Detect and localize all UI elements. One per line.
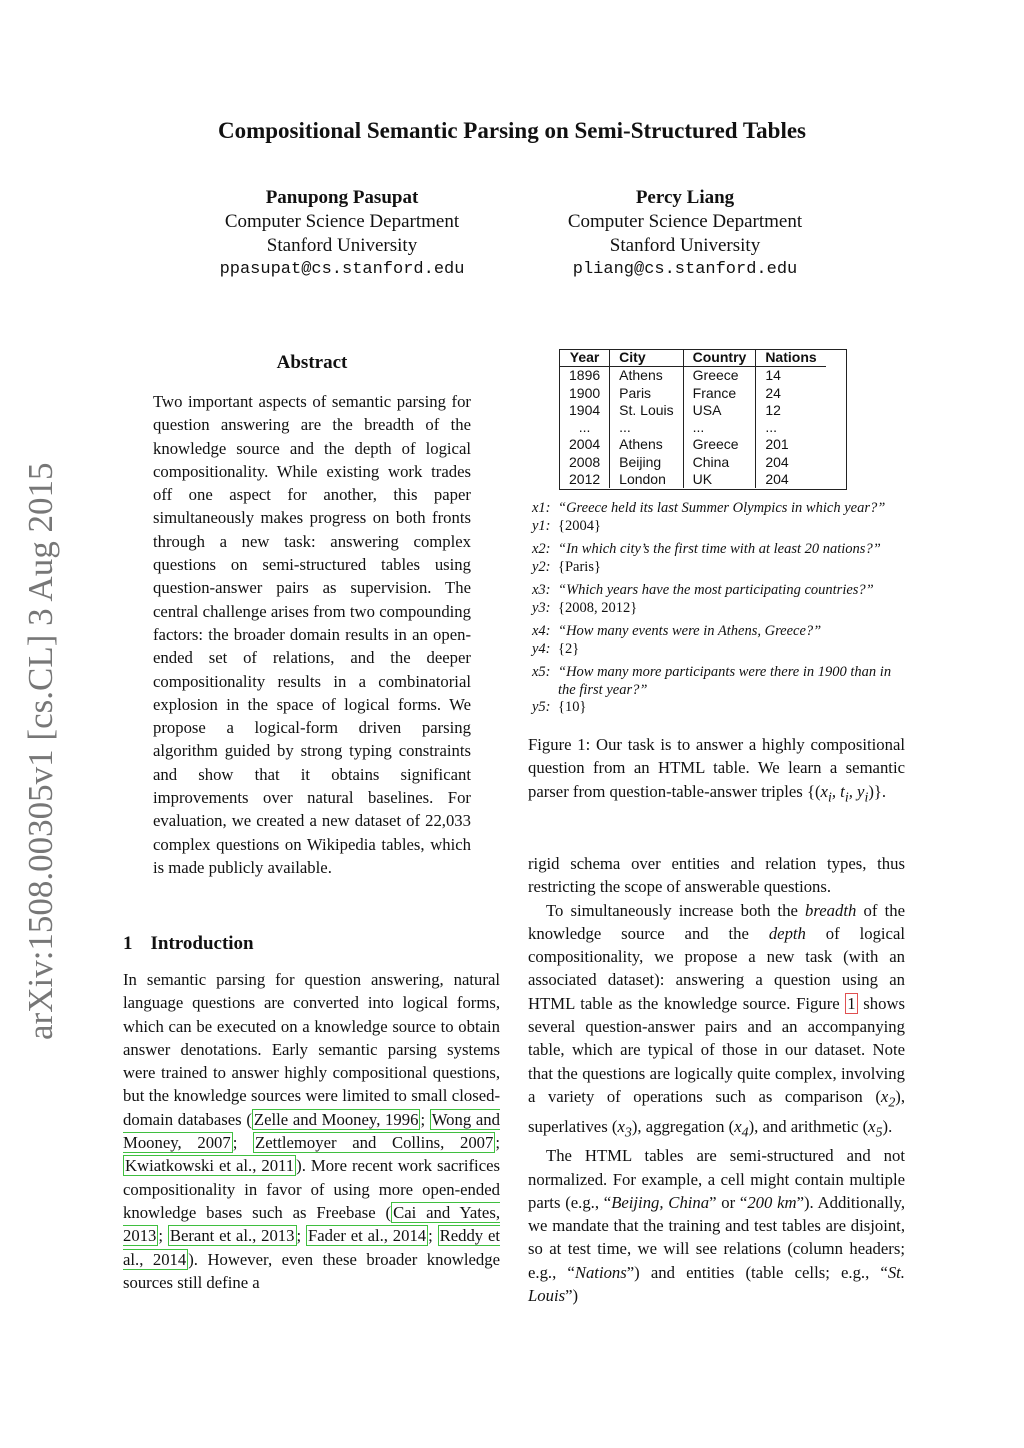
author-block-1	[192, 186, 492, 282]
table-cell: Paris	[610, 385, 683, 402]
table-cell: 1900	[560, 385, 610, 402]
text-run: of logical compositionality, we propose a new task (with an associated dataset): answering a question using an HTML table as the knowledge source. Figure	[528, 923, 905, 1013]
table-row	[560, 436, 826, 453]
author-univ: Stanford University	[266, 235, 418, 256]
author-dept: Computer Science Department	[224, 211, 460, 232]
qa-item	[532, 582, 912, 617]
emphasis: breadth	[805, 900, 857, 920]
text-run: The HTML tables are semi-structured and not normalized. For example, a cell might contain multiple parts (e.g., “	[528, 1146, 905, 1212]
table-row	[560, 385, 826, 402]
table-cell: ...	[765, 419, 777, 436]
intro-paragraph-2	[528, 899, 905, 1145]
intro-paragraph-3	[528, 1144, 905, 1307]
qa-pairs	[532, 500, 912, 723]
question-label: x3:	[532, 582, 551, 598]
question-label: x1:	[532, 500, 551, 516]
text-run: ”) and entities (table cells; e.g., “	[626, 1262, 888, 1282]
answer-label: y1:	[532, 517, 551, 534]
table-cell: Athens	[610, 367, 683, 385]
section-heading	[123, 933, 254, 955]
table-cell: UK	[683, 471, 756, 488]
table-cell: ...	[683, 419, 756, 436]
citation-link[interactable]: Wong and Mooney, 2007	[123, 1109, 500, 1153]
text-run: ). However, even these broader knowledge sources still define a	[123, 1249, 500, 1292]
table-row	[560, 454, 826, 471]
emphasis: depth	[768, 923, 806, 943]
answer-text: {Paris}	[558, 558, 601, 575]
answer-label: y4:	[532, 640, 551, 657]
question-text: “Greece held its last Summer Olympics in which year?”	[558, 500, 886, 516]
section-number: 1	[123, 933, 133, 954]
author-name: Percy Liang	[635, 187, 735, 208]
math-var: $x_4$	[734, 1116, 749, 1140]
table-cell: 2012	[560, 471, 610, 488]
emphasis: St. Louis	[528, 1262, 905, 1305]
qa-item	[532, 541, 912, 576]
citation-link[interactable]: Zettlemoyer and Collins, 2007	[255, 1133, 494, 1153]
author-dept: Computer Science Department	[567, 211, 803, 232]
qa-item	[532, 664, 912, 717]
citation-link[interactable]: Reddy et al., 2014	[123, 1226, 500, 1269]
table-cell: China	[683, 454, 756, 471]
paper-title: Compositional Semantic Parsing on Semi-Structured Tables	[217, 118, 807, 143]
table-cell: 24	[765, 384, 781, 401]
table-cell: 1896	[560, 367, 610, 385]
question-text: “In which city’s the first time with at least 20 nations?”	[558, 541, 881, 557]
table-cell: 12	[765, 401, 781, 418]
table-cell: ...	[610, 419, 683, 436]
table-row	[560, 367, 826, 385]
citation-link[interactable]: Berant et al., 2013	[169, 1226, 295, 1246]
table-row	[560, 419, 826, 436]
text-run: In semantic parsing for question answering, natural language questions are converted into logical forms, which can be executed on a knowledge source to obtain answer denotations. Early semantic parsing systems were trained to answer highly compositional questions, but the knowledge sources were limited to small closed-domain databases (	[123, 970, 500, 1129]
author-univ: Stanford University	[609, 235, 761, 256]
math-var: $x_3$	[617, 1116, 632, 1140]
answer-text: {2}	[558, 640, 580, 657]
table-cell: Beijing	[610, 454, 683, 471]
figure-caption: Figure 1: Our task is to answer a highly compositional question from an HTML table. We learn a semantic parser from question-table-answer triples {($x_i$, $t_i$, $y_i$)}.	[528, 735, 905, 805]
section-title: Introduction	[150, 933, 254, 954]
author-name: Panupong Pasupat	[265, 187, 419, 208]
emphasis: 200 km	[747, 1192, 797, 1212]
qa-item	[532, 500, 912, 535]
abstract-text: Two important aspects of semantic parsing for question answering are the breadth of the knowledge source and the depth of logical compositionality. While existing work trades off one aspect for another, this paper simultaneously makes progress on both fronts through a new task: answering complex questions on semi-structured tables using question-answer pairs as supervision. The central challenge arises from two compounding factors: the broader domain results in an open-ended set of relations, and the deeper compositionality results in a combinatorial explosion in the space of logical forms. We propose a logical-form driven parsing algorithm guided by strong typing constraints and show that it obtains significant improvements over natural baselines. For evaluation, we created a new dataset of 22,033 complex questions on Wikipedia tables, which is made publicly available.	[153, 392, 471, 877]
table-header-cell: Nations	[756, 349, 826, 367]
table-cell: 201	[765, 436, 789, 453]
citation-link[interactable]: Cai and Yates, 2013	[123, 1202, 500, 1246]
table-cell: 204	[765, 453, 789, 470]
question-label: x2:	[532, 541, 551, 557]
text-run: ), superlatives (	[528, 1086, 905, 1136]
abstract-heading: Abstract	[276, 352, 348, 373]
answer-label: y3:	[532, 599, 551, 616]
table-cell: 204	[765, 471, 789, 488]
table-cell: 1904	[560, 402, 610, 419]
table-cell: London	[610, 471, 683, 488]
text-run: shows several question-answer pairs and an accompanying table, which are typical of those in our dataset. Note that the questions are logically quite complex, involving a variety of operations such as comparison (	[528, 993, 905, 1106]
table-header-cell: Year	[560, 349, 610, 367]
table-cell: 2008	[560, 454, 610, 471]
table-cell: ...	[560, 419, 610, 436]
intro-paragraph-right	[528, 852, 905, 1307]
author-block-2	[535, 186, 835, 282]
paragraph-continuation: rigid schema over entities and relation types, thus restricting the scope of answerable questions.	[528, 854, 905, 897]
text-run: ”)	[565, 1286, 579, 1305]
table-row	[560, 402, 826, 419]
table-cell: Athens	[610, 436, 683, 453]
question-label: x5:	[532, 664, 551, 680]
figure-table	[560, 349, 826, 488]
table-cell: St. Louis	[610, 402, 683, 419]
arxiv-watermark: arXiv:1508.00305v1 [cs.CL] 3 Aug 2015	[21, 462, 60, 1040]
answer-text: {10}	[558, 699, 587, 715]
math-var: $x_5$	[868, 1116, 883, 1140]
author-email: pliang@cs.stanford.edu	[572, 260, 798, 279]
table-cell: France	[683, 385, 756, 402]
table-row	[560, 471, 826, 488]
table-header-cell: Country	[683, 349, 756, 367]
answer-text: {2004}	[558, 517, 601, 534]
table-cell: Greece	[683, 436, 756, 453]
text-run: ).	[882, 1116, 893, 1136]
qa-item	[532, 623, 912, 658]
question-text: “How many more participants were there in 1900 than in the first year?”	[558, 664, 892, 698]
question-text: “Which years have the most participating countries?”	[558, 582, 874, 598]
text-run: To simultaneously increase both the	[546, 900, 806, 920]
answer-label: y2:	[532, 558, 551, 575]
math-var: $x_2$	[880, 1086, 896, 1111]
question-label: x4:	[532, 623, 551, 639]
text-run: ). More recent work sacrifices compositionality in favor of using more open-ended knowledge bases such as Freebase (	[123, 1156, 500, 1222]
table-cell: Greece	[683, 367, 756, 385]
answer-label: y5:	[532, 699, 551, 715]
citation-link[interactable]: Zelle and Mooney, 1996	[253, 1109, 419, 1129]
citation-link[interactable]: Fader et al., 2014	[307, 1226, 427, 1246]
question-text: “How many events were in Athens, Greece?”	[558, 623, 822, 639]
text-run: ), and arithmetic (	[748, 1116, 869, 1136]
table-cell: 2004	[560, 436, 610, 453]
emphasis: Beijing, China	[611, 1192, 710, 1212]
intro-paragraph-1: In semantic parsing for question answering, natural language questions are converted into logical forms, which can be executed on a knowledge source to obtain answer denotations. Early semantic parsing systems were trained to answer highly compositional questions, but the knowledge sources were limited to small closed-domain databases ( Zelle and Mooney, 1996 ; Wong and Mooney, 2007 ; Zettlemoyer and Collins, 2007 ; Kwiatkowski et al., 2011 ). More recent work sacrifices compositionality in favor of using more open-ended knowledge bases such as Freebase ( Cai and Yates, 2013 ; Berant et al., 2013 ; Fader et al., 2014 ; Reddy et al., 2014 ). However, even these broader knowledge sources still define a	[123, 970, 500, 1292]
text-run: ), aggregation (	[631, 1116, 735, 1136]
emphasis: Nations	[574, 1262, 627, 1282]
text-run: ” or “	[709, 1192, 748, 1212]
text-run: ”). Additionally, we mandate that the training and test tables are disjoint, so at test time, we will see relations (column headers; e.g., “	[528, 1192, 905, 1282]
answer-text: {2008, 2012}	[558, 599, 638, 616]
author-email: ppasupat@cs.stanford.edu	[219, 260, 465, 279]
figure-ref-link[interactable]: 1	[847, 993, 856, 1013]
table-header-cell: City	[610, 349, 683, 367]
table-cell: USA	[683, 402, 756, 419]
citation-link[interactable]: Kwiatkowski et al., 2011	[125, 1156, 295, 1176]
table-cell: 14	[765, 367, 781, 384]
text-run: of the knowledge source and the	[528, 900, 905, 943]
